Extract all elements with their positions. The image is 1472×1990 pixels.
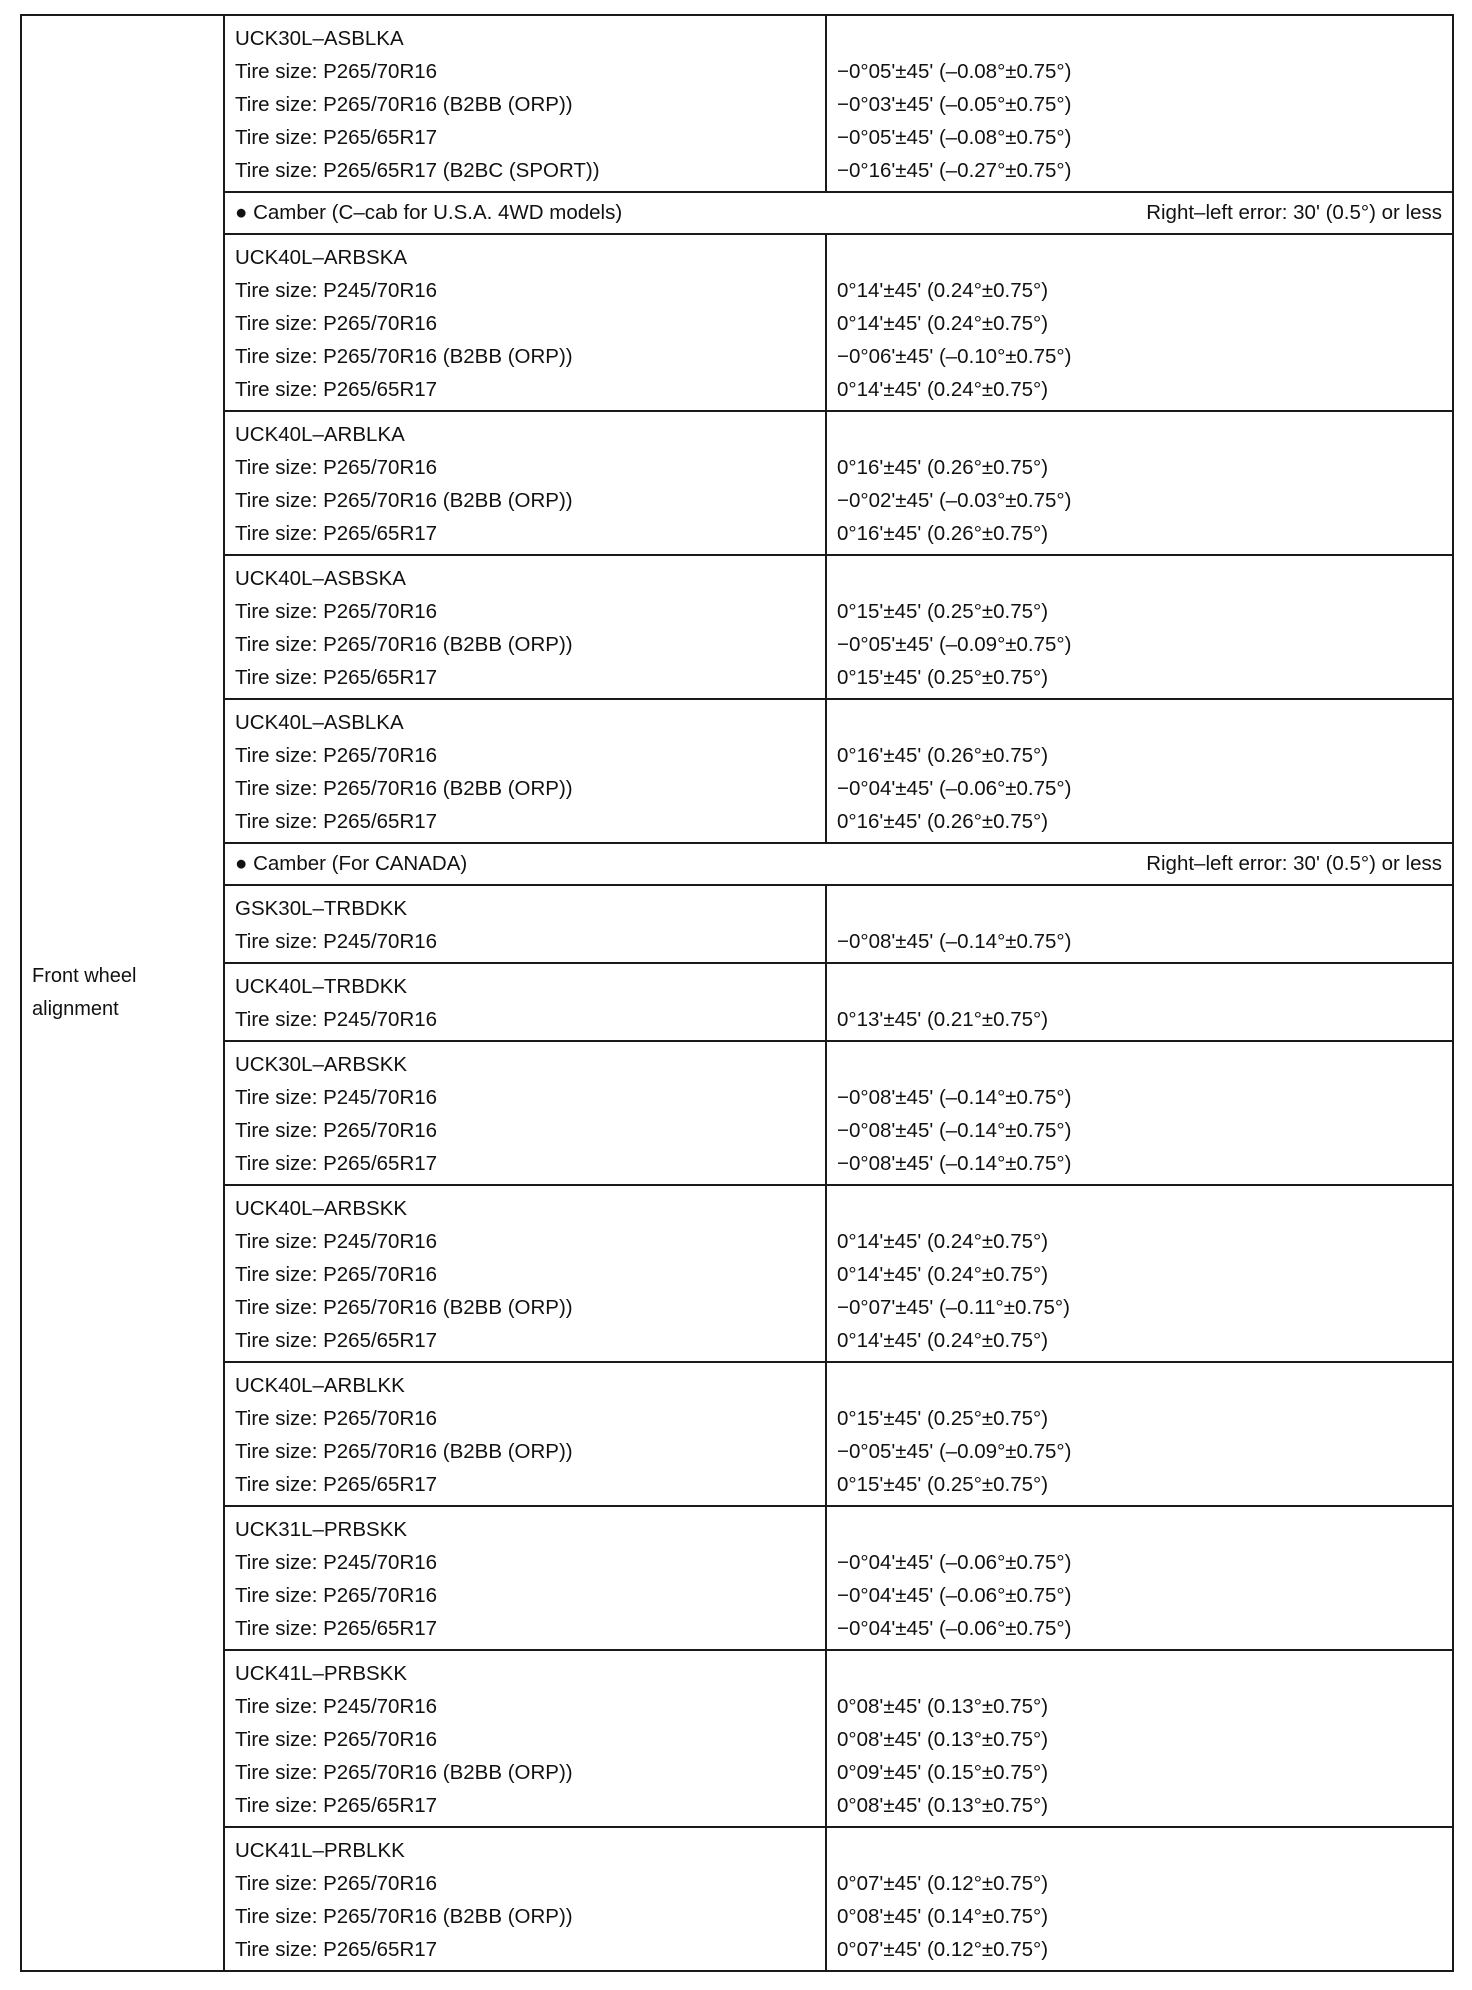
tire-size: Tire size: P265/70R16 [235, 1584, 438, 1607]
camber-spec-value: −0°04'±45' (–0.06°±0.75°) [837, 777, 1072, 800]
item-label: Front wheel alignment [32, 965, 137, 1020]
model-tire-cell [224, 963, 826, 1041]
camber-value-cell [826, 885, 1453, 963]
front-wheel-alignment-spec-table [20, 14, 1454, 1972]
model-code: UCK40L–ARBSKA [235, 246, 408, 269]
model-code: GSK30L–TRBDKK [235, 897, 408, 920]
tire-size: Tire size: P245/70R16 [235, 1695, 438, 1718]
camber-spec-value: 0°08'±45' (0.13°±0.75°) [837, 1695, 1049, 1718]
tire-size: Tire size: P265/65R17 [235, 666, 438, 689]
model-tire-cell [224, 1650, 826, 1827]
camber-spec-value: 0°14'±45' (0.24°±0.75°) [837, 378, 1049, 401]
camber-spec-value: −0°08'±45' (–0.14°±0.75°) [837, 1086, 1072, 1109]
tire-size: Tire size: P265/65R17 [235, 378, 438, 401]
camber-spec-value: −0°05'±45' (–0.09°±0.75°) [837, 633, 1072, 656]
camber-spec-value: −0°08'±45' (–0.14°±0.75°) [837, 1152, 1072, 1175]
model-tire-cell [224, 15, 826, 192]
camber-spec-value: −0°05'±45' (–0.08°±0.75°) [837, 126, 1072, 149]
model-code: UCK30L–ASBLKA [235, 27, 404, 50]
camber-spec-value: 0°15'±45' (0.25°±0.75°) [837, 600, 1049, 623]
tire-size: Tire size: P245/70R16 [235, 930, 438, 953]
model-code: UCK40L–ASBSKA [235, 567, 406, 590]
model-row [21, 885, 1453, 963]
camber-spec-value: 0°15'±45' (0.25°±0.75°) [837, 1473, 1049, 1496]
model-tire-cell [224, 411, 826, 555]
tire-size: Tire size: P265/70R16 (B2BB (ORP)) [235, 93, 573, 116]
model-code: UCK31L–PRBSKK [235, 1518, 408, 1541]
tire-size: Tire size: P245/70R16 [235, 1008, 438, 1031]
tire-size: Tire size: P265/70R16 [235, 744, 438, 767]
right-left-error-note: Right–left error: 30' (0.5°) or less [1146, 201, 1442, 224]
camber-spec-value: 0°15'±45' (0.25°±0.75°) [837, 666, 1049, 689]
tire-size: Tire size: P265/70R16 [235, 600, 438, 623]
camber-spec-value: 0°15'±45' (0.25°±0.75°) [837, 1407, 1049, 1430]
tire-size: Tire size: P265/70R16 [235, 1263, 438, 1286]
camber-spec-value: 0°14'±45' (0.24°±0.75°) [837, 1263, 1049, 1286]
tire-size: Tire size: P265/65R17 [235, 1329, 438, 1352]
camber-spec-value: −0°07'±45' (–0.11°±0.75°) [837, 1296, 1070, 1319]
section-header-cell [224, 843, 1453, 885]
tire-size: Tire size: P265/70R16 (B2BB (ORP)) [235, 1761, 573, 1784]
value-spacer [837, 1192, 1442, 1225]
tire-size: Tire size: P265/65R17 (B2BC (SPORT)) [235, 159, 600, 182]
model-code: UCK40L–ARBSKK [235, 1197, 408, 1220]
camber-value-cell [826, 15, 1453, 192]
spec-table-body [21, 15, 1453, 1971]
model-tire-cell [224, 1362, 826, 1506]
right-left-error-note: Right–left error: 30' (0.5°) or less [1146, 852, 1442, 875]
camber-spec-value: −0°04'±45' (–0.06°±0.75°) [837, 1617, 1072, 1640]
camber-value-cell [826, 1185, 1453, 1362]
model-code: UCK30L–ARBSKK [235, 1053, 408, 1076]
camber-spec-value: 0°16'±45' (0.26°±0.75°) [837, 810, 1049, 833]
model-code: UCK40L–ARBLKK [235, 1374, 405, 1397]
tire-size: Tire size: P265/70R16 (B2BB (ORP)) [235, 1905, 573, 1928]
tire-size: Tire size: P265/70R16 [235, 312, 438, 335]
section-title: ● Camber (For CANADA) [235, 852, 468, 875]
camber-value-cell [826, 1362, 1453, 1506]
tire-size: Tire size: P265/65R17 [235, 1938, 438, 1961]
tire-size: Tire size: P265/65R17 [235, 1794, 438, 1817]
tire-size: Tire size: P265/70R16 (B2BB (ORP)) [235, 345, 573, 368]
camber-spec-value: −0°06'±45' (–0.10°±0.75°) [837, 345, 1072, 368]
model-tire-cell [224, 699, 826, 843]
camber-value-cell [826, 1827, 1453, 1971]
camber-value-cell [826, 1650, 1453, 1827]
model-row [21, 1362, 1453, 1506]
camber-spec-value: −0°16'±45' (–0.27°±0.75°) [837, 159, 1072, 182]
model-tire-cell [224, 555, 826, 699]
model-code: UCK40L–ASBLKA [235, 711, 404, 734]
value-spacer [837, 1048, 1442, 1081]
tire-size: Tire size: P265/65R17 [235, 1152, 438, 1175]
model-row [21, 699, 1453, 843]
tire-size: Tire size: P245/70R16 [235, 1086, 438, 1109]
value-spacer [837, 892, 1442, 925]
camber-spec-value: −0°05'±45' (–0.09°±0.75°) [837, 1440, 1072, 1463]
model-row [21, 1506, 1453, 1650]
camber-spec-value: 0°08'±45' (0.14°±0.75°) [837, 1905, 1049, 1928]
camber-spec-value: 0°16'±45' (0.26°±0.75°) [837, 522, 1049, 545]
model-code: UCK41L–PRBSKK [235, 1662, 408, 1685]
model-code: UCK40L–ARBLKA [235, 423, 405, 446]
tire-size: Tire size: P265/65R17 [235, 1617, 438, 1640]
camber-spec-value: 0°07'±45' (0.12°±0.75°) [837, 1938, 1049, 1961]
model-code: UCK40L–TRBDKK [235, 975, 408, 998]
value-spacer [837, 970, 1442, 1003]
camber-value-cell [826, 555, 1453, 699]
value-spacer [837, 562, 1442, 595]
tire-size: Tire size: P265/65R17 [235, 522, 438, 545]
model-row [21, 1185, 1453, 1362]
value-spacer [837, 22, 1442, 55]
tire-size: Tire size: P265/70R16 [235, 1119, 438, 1142]
camber-spec-value: −0°08'±45' (–0.14°±0.75°) [837, 930, 1072, 953]
tire-size: Tire size: P265/70R16 [235, 1407, 438, 1430]
model-row [21, 1650, 1453, 1827]
tire-size: Tire size: P265/70R16 (B2BB (ORP)) [235, 1296, 573, 1319]
model-tire-cell [224, 885, 826, 963]
section-header-cell [224, 192, 1453, 234]
value-spacer [837, 1657, 1442, 1690]
camber-spec-value: −0°02'±45' (–0.03°±0.75°) [837, 489, 1072, 512]
camber-spec-value: 0°14'±45' (0.24°±0.75°) [837, 312, 1049, 335]
value-spacer [837, 706, 1442, 739]
tire-size: Tire size: P265/70R16 [235, 456, 438, 479]
camber-spec-value: 0°14'±45' (0.24°±0.75°) [837, 1230, 1049, 1253]
model-row [21, 234, 1453, 411]
camber-spec-value: −0°04'±45' (–0.06°±0.75°) [837, 1584, 1072, 1607]
tire-size: Tire size: P245/70R16 [235, 279, 438, 302]
model-tire-cell [224, 234, 826, 411]
tire-size: Tire size: P265/70R16 (B2BB (ORP)) [235, 777, 573, 800]
camber-spec-value: −0°03'±45' (–0.05°±0.75°) [837, 93, 1072, 116]
model-code: UCK41L–PRBLKK [235, 1839, 405, 1862]
camber-value-cell [826, 699, 1453, 843]
tire-size: Tire size: P265/70R16 (B2BB (ORP)) [235, 633, 573, 656]
model-row [21, 15, 1453, 192]
tire-size: Tire size: P265/65R17 [235, 1473, 438, 1496]
camber-spec-value: −0°05'±45' (–0.08°±0.75°) [837, 60, 1072, 83]
model-tire-cell [224, 1185, 826, 1362]
tire-size: Tire size: P265/65R17 [235, 126, 438, 149]
camber-spec-value: 0°08'±45' (0.13°±0.75°) [837, 1728, 1049, 1751]
value-spacer [837, 418, 1442, 451]
camber-spec-value: 0°16'±45' (0.26°±0.75°) [837, 456, 1049, 479]
model-tire-cell [224, 1041, 826, 1185]
value-spacer [837, 1513, 1442, 1546]
camber-value-cell [826, 234, 1453, 411]
tire-size: Tire size: P265/70R16 [235, 1728, 438, 1751]
value-spacer [837, 1369, 1442, 1402]
model-tire-cell [224, 1827, 826, 1971]
camber-spec-value: 0°09'±45' (0.15°±0.75°) [837, 1761, 1049, 1784]
value-spacer [837, 241, 1442, 274]
tire-size: Tire size: P265/65R17 [235, 810, 438, 833]
model-row [21, 963, 1453, 1041]
tire-size: Tire size: P245/70R16 [235, 1551, 438, 1574]
camber-spec-value: −0°04'±45' (–0.06°±0.75°) [837, 1551, 1072, 1574]
tire-size: Tire size: P245/70R16 [235, 1230, 438, 1253]
section-header-row [21, 192, 1453, 234]
model-row [21, 1827, 1453, 1971]
section-header-row [21, 843, 1453, 885]
camber-spec-value: −0°08'±45' (–0.14°±0.75°) [837, 1119, 1072, 1142]
tire-size: Tire size: P265/70R16 (B2BB (ORP)) [235, 1440, 573, 1463]
model-tire-cell [224, 1506, 826, 1650]
camber-spec-value: 0°16'±45' (0.26°±0.75°) [837, 744, 1049, 767]
tire-size: Tire size: P265/70R16 [235, 1872, 438, 1895]
value-spacer [837, 1834, 1442, 1867]
camber-spec-value: 0°08'±45' (0.13°±0.75°) [837, 1794, 1049, 1817]
camber-value-cell [826, 1506, 1453, 1650]
camber-spec-value: 0°13'±45' (0.21°±0.75°) [837, 1008, 1049, 1031]
model-row [21, 555, 1453, 699]
model-row [21, 1041, 1453, 1185]
tire-size: Tire size: P265/70R16 [235, 60, 438, 83]
camber-spec-value: 0°07'±45' (0.12°±0.75°) [837, 1872, 1049, 1895]
item-label-cell [21, 15, 224, 1971]
camber-spec-value: 0°14'±45' (0.24°±0.75°) [837, 279, 1049, 302]
camber-value-cell [826, 411, 1453, 555]
camber-spec-value: 0°14'±45' (0.24°±0.75°) [837, 1329, 1049, 1352]
camber-value-cell [826, 1041, 1453, 1185]
tire-size: Tire size: P265/70R16 (B2BB (ORP)) [235, 489, 573, 512]
section-title: ● Camber (C–cab for U.S.A. 4WD models) [235, 201, 623, 224]
camber-value-cell [826, 963, 1453, 1041]
model-row [21, 411, 1453, 555]
